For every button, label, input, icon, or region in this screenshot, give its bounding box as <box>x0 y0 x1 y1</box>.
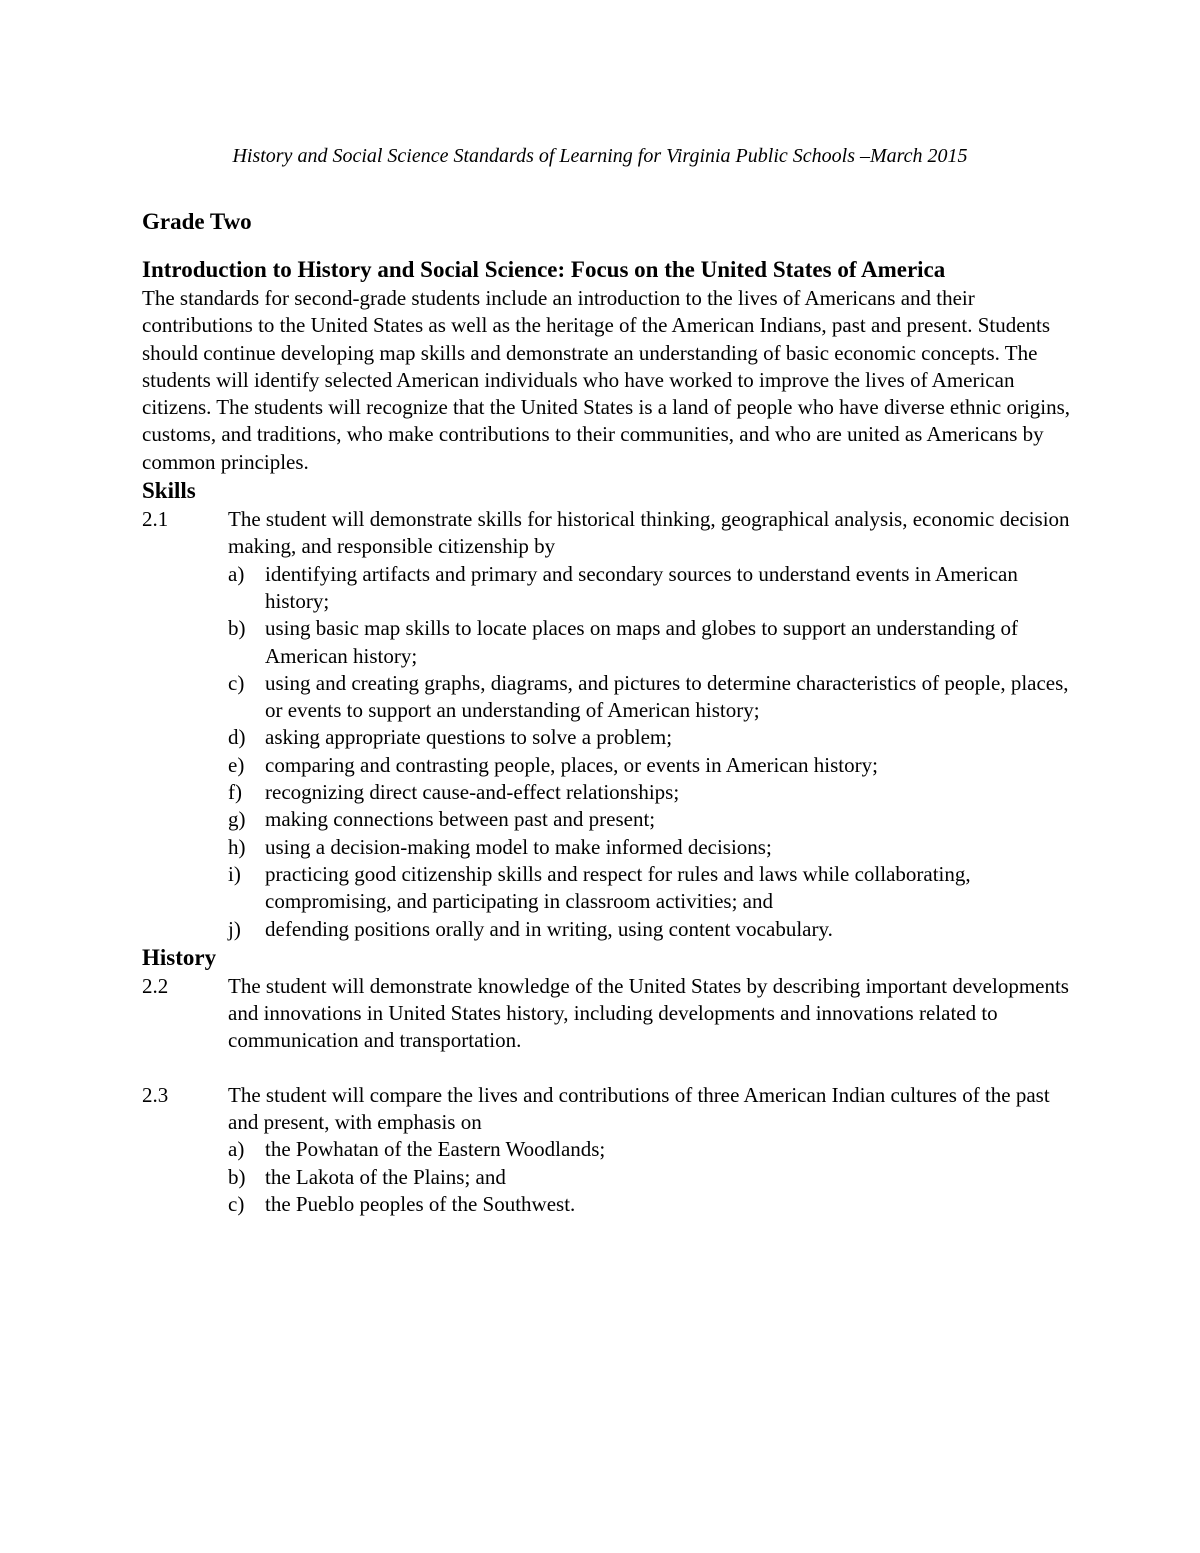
list-item <box>228 561 1072 616</box>
list-item-letter: a) <box>228 561 245 586</box>
standard-text: The student will demonstrate skills for historical thinking, geographical analysis, economic decision making, and responsible citizenship by <box>228 507 1070 559</box>
list-item-text: defending positions orally and in writing, using content vocabulary. <box>265 916 833 941</box>
standard-2-3 <box>142 1082 1072 1218</box>
list-item-text: recognizing direct cause-and-effect relationships; <box>265 780 680 805</box>
skills-heading: Skills <box>142 478 196 504</box>
list-item-text: asking appropriate questions to solve a problem; <box>265 725 673 750</box>
list-item-text: the Lakota of the Plains; and <box>265 1164 506 1189</box>
intro-title: Introduction to History and Social Science: Focus on the United States of America <box>142 257 946 282</box>
page-content <box>142 206 1072 1218</box>
list-item-letter: b) <box>228 1164 246 1189</box>
list-item-text: identifying artifacts and primary and secondary sources to understand events in American history; <box>265 561 1018 613</box>
standard-number: 2.1 <box>142 507 169 532</box>
cultures-list <box>228 1136 1072 1218</box>
list-item <box>228 724 1072 751</box>
list-item-letter: e) <box>228 752 245 777</box>
skills-list <box>228 561 1072 943</box>
standard-body <box>228 506 1072 943</box>
list-item-letter: d) <box>228 725 246 750</box>
grade-title: Grade Two <box>142 209 252 234</box>
standard-text: The student will demonstrate knowledge of the United States by describing important developments and innovations in United States history, including developments and innovations related to communication and transportation. <box>228 973 1069 1053</box>
list-item <box>228 1136 1072 1163</box>
standard-2-1 <box>142 506 1072 943</box>
list-item <box>228 916 1072 943</box>
list-item <box>228 752 1072 779</box>
list-item-letter: j) <box>228 916 241 941</box>
standard-body <box>228 973 1072 1055</box>
list-item <box>228 834 1072 861</box>
list-item <box>228 1191 1072 1218</box>
list-item <box>228 861 1072 916</box>
list-item <box>228 779 1072 806</box>
standard-text: The student will compare the lives and contributions of three American Indian cultures of the past and present, with emphasis on <box>228 1082 1050 1135</box>
list-item-letter: f) <box>228 780 242 805</box>
list-item-letter: a) <box>228 1137 245 1162</box>
list-item-text: the Pueblo peoples of the Southwest. <box>265 1191 576 1216</box>
list-item <box>228 1164 1072 1191</box>
standard-number: 2.3 <box>142 1082 169 1107</box>
list-item-text: the Powhatan of the Eastern Woodlands; <box>265 1137 606 1162</box>
list-item <box>228 670 1072 725</box>
history-heading: History <box>142 944 217 970</box>
list-item-text: using and creating graphs, diagrams, and pictures to determine characteristics of people, places, or events to support an understanding of American history; <box>265 670 1069 723</box>
list-item-letter: c) <box>228 670 245 695</box>
list-item-letter: b) <box>228 616 246 641</box>
list-item-letter: c) <box>228 1191 245 1216</box>
running-header: History and Social Science Standards of Learning for Virginia Public Schools –March 2015 <box>232 145 968 167</box>
list-item-text: comparing and contrasting people, places, or events in American history; <box>265 752 878 777</box>
list-item-letter: i) <box>228 861 241 886</box>
list-item <box>228 615 1072 670</box>
standard-body <box>228 1082 1072 1218</box>
list-item-text: using basic map skills to locate places on maps and globes to support an understanding of American history; <box>265 616 1018 668</box>
list-item-letter: g) <box>228 807 246 832</box>
intro-paragraph: The standards for second-grade students include an introduction to the lives of Americans and their contributions to the United States as well as the heritage of the American Indians, past and present. Students should continue developing map skills and demonstrate an understanding of basic economic concepts. The students will identify selected American individuals who have worked to improve the lives of American citizens. The students will recognize that the United States is a land of people who have diverse ethnic origins, customs, and traditions, who make contributions to their communities, and who are united as Americans by common principles. <box>142 286 1071 474</box>
list-item-text: using a decision-making model to make informed decisions; <box>265 834 772 859</box>
standard-2-2 <box>142 973 1072 1055</box>
list-item <box>228 806 1072 833</box>
list-item-text: making connections between past and present; <box>265 807 656 832</box>
standard-number: 2.2 <box>142 973 169 998</box>
list-item-text: practicing good citizenship skills and respect for rules and laws while collaborating, compromising, and participating in classroom activities; and <box>265 861 971 914</box>
list-item-letter: h) <box>228 834 246 859</box>
